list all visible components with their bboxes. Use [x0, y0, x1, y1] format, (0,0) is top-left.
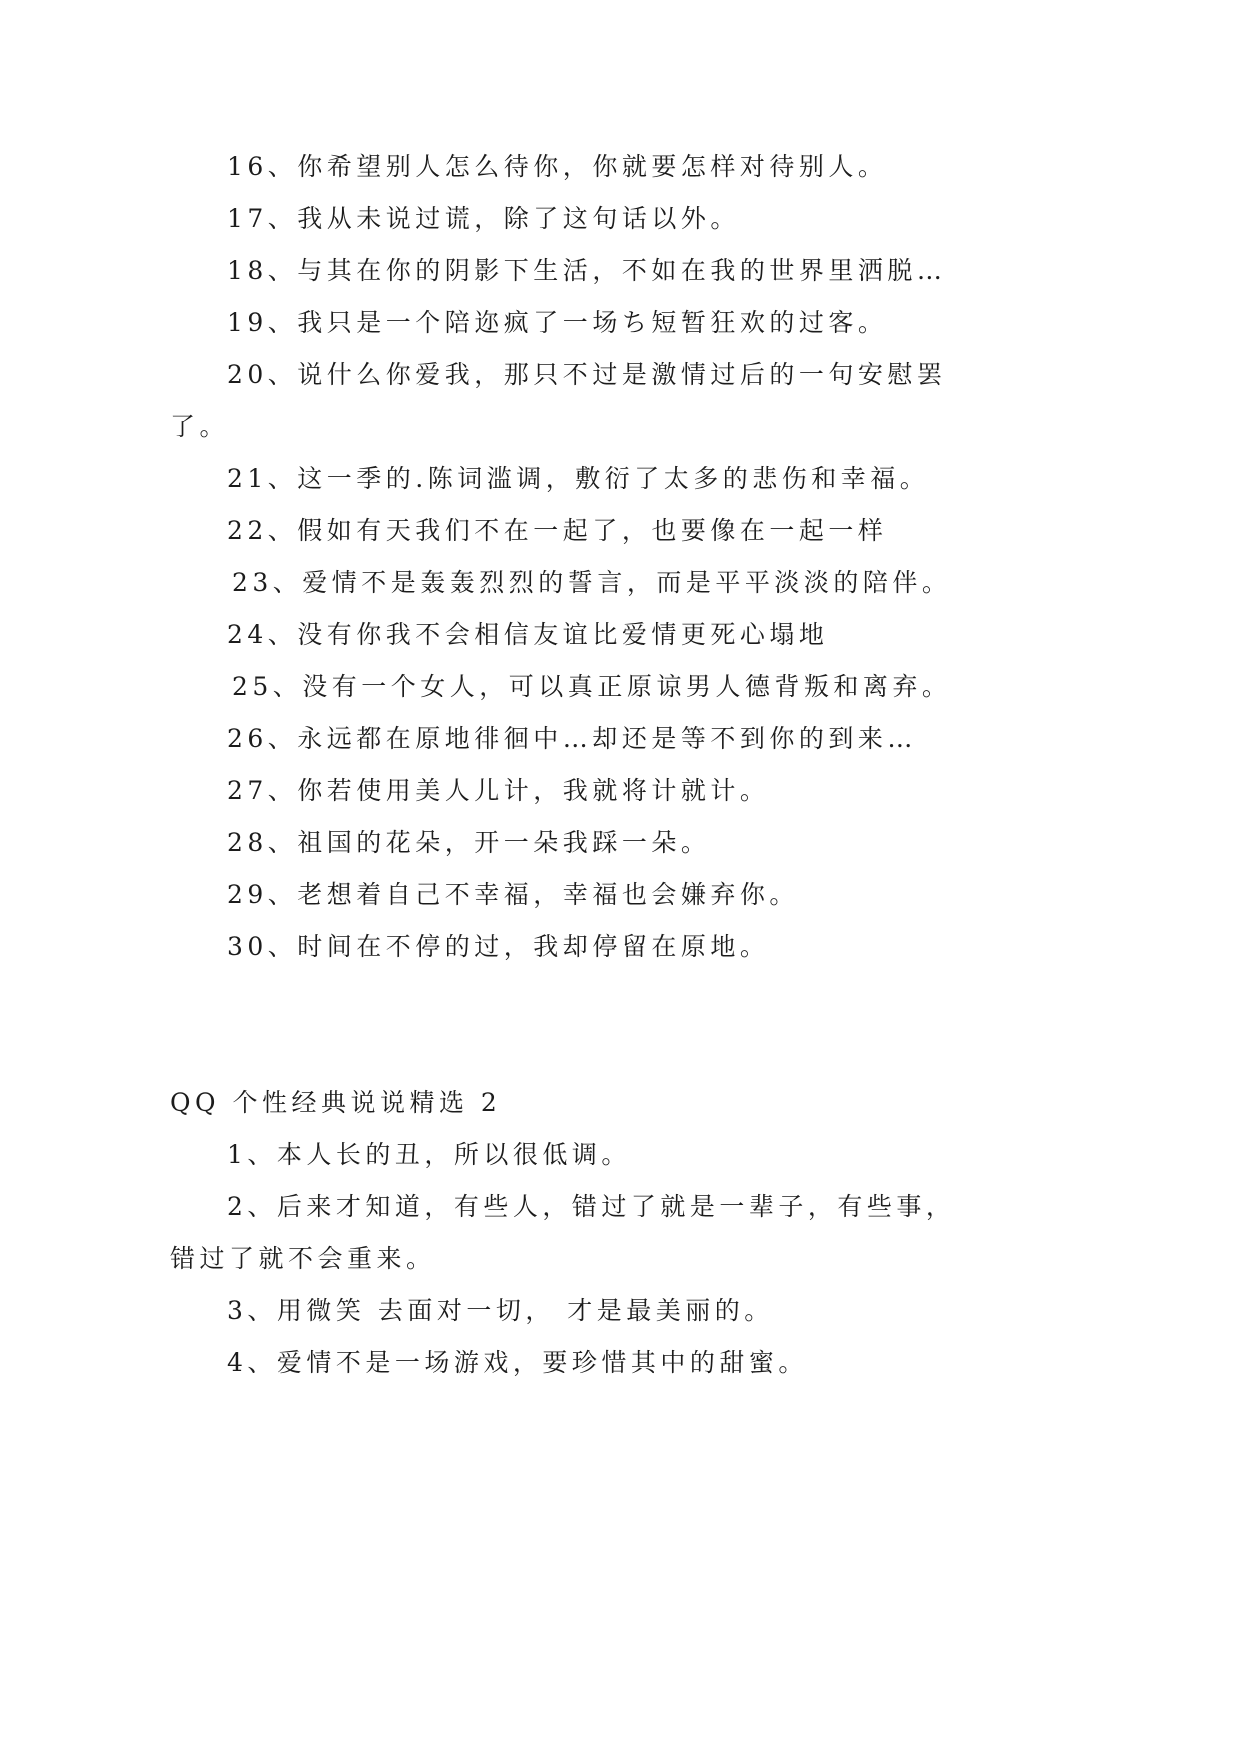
list-item: 24、没有你我不会相信友谊比爱情更死心塌地 — [227, 620, 829, 649]
list-item-continuation: 了。 — [170, 412, 230, 441]
list-item: 17、我从未说过谎，除了这句话以外。 — [227, 204, 740, 233]
list-item: 27、你若使用美人儿计，我就将计就计。 — [227, 776, 770, 805]
list-item: 28、祖国的花朵，开一朵我踩一朵。 — [227, 828, 711, 857]
list-item: 25、没有一个女人，可以真正原谅男人德背叛和离弃。 — [232, 672, 952, 701]
list-item: 18、与其在你的阴影下生活，不如在我的世界里洒脱… — [227, 256, 947, 285]
section-gap — [0, 973, 1241, 1077]
list-item: 23、爱情不是轰轰烈烈的誓言，而是平平淡淡的陪伴。 — [232, 568, 952, 597]
list-item: 4、爱情不是一场游戏，要珍惜其中的甜蜜。 — [227, 1348, 808, 1377]
list-item: 21、这一季的.陈词滥调，敷衍了太多的悲伤和幸福。 — [227, 464, 930, 493]
list-item: 19、我只是一个陪迩疯了一场ち短暂狂欢的过客。 — [227, 308, 888, 337]
list-item: 3、用微笑 去面对一切， 才是最美丽的。 — [227, 1296, 774, 1325]
list-item: 20、说什么你爱我，那只不过是激情过后的一句安慰罢 — [227, 360, 947, 389]
list-item: 30、时间在不停的过，我却停留在原地。 — [227, 932, 770, 961]
list-item: 29、老想着自己不幸福，幸福也会嫌弃你。 — [227, 880, 799, 909]
list-item: 1、本人长的丑，所以很低调。 — [227, 1140, 631, 1169]
list-item: 16、你希望别人怎么待你，你就要怎样对待别人。 — [227, 152, 888, 181]
list-item: 26、永远都在原地徘徊中…却还是等不到你的到来… — [227, 724, 917, 753]
section-heading: QQ 个性经典说说精选 2 — [170, 1088, 502, 1117]
list-item: 22、假如有天我们不在一起了，也要像在一起一样 — [227, 516, 888, 545]
list-item: 2、后来才知道，有些人，错过了就是一辈子，有些事， — [227, 1192, 956, 1221]
list-item-continuation: 错过了就不会重来。 — [170, 1244, 436, 1273]
